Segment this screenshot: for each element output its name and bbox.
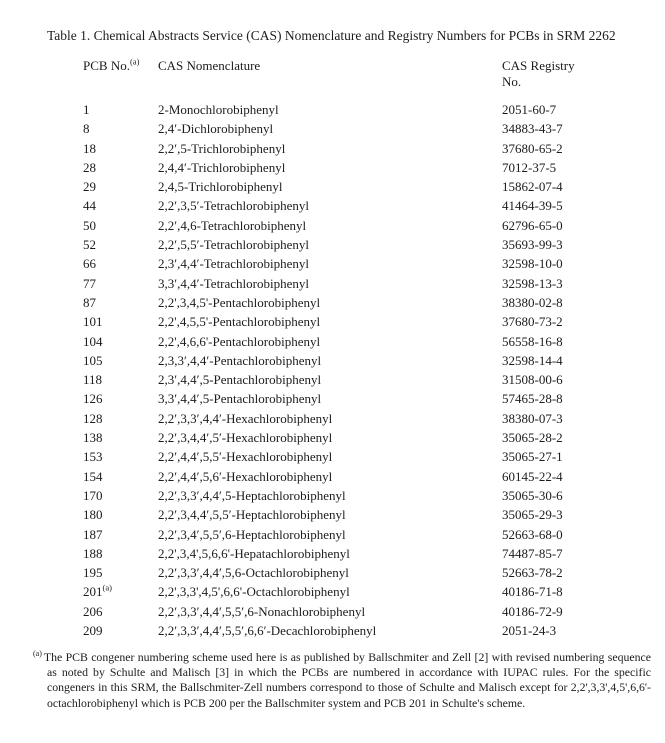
pcb-number-cell: 195 — [83, 565, 103, 581]
header-pcb-no — [83, 58, 158, 100]
pcb-number-cell: 105 — [83, 352, 103, 368]
table-row — [83, 409, 637, 428]
registry-number-cell: 37680-73-2 — [502, 314, 563, 330]
table-row — [83, 216, 637, 235]
cas-name-cell: 2,2′,3,3′,4,4′-Hexachlorobiphenyl — [158, 410, 333, 426]
cas-name-cell: 3,3′,4,4′-Tetrachlorobiphenyl — [158, 275, 309, 291]
registry-number-cell: 62796-65-0 — [502, 217, 563, 233]
pcb-number-cell: 128 — [83, 410, 103, 426]
cas-name-cell: 2,2',3,4,5'-Pentachlorobiphenyl — [158, 294, 321, 310]
pcb-number-cell: 104 — [83, 333, 103, 349]
table-row — [83, 177, 637, 196]
pcb-number-cell: 126 — [83, 391, 103, 407]
table-row — [83, 389, 637, 408]
cas-name-cell: 2,2′,5,5′-Tetrachlorobiphenyl — [158, 237, 309, 253]
table-row — [83, 235, 637, 254]
pcb-number-cell: 201$^{(a)}$ — [83, 583, 112, 600]
table-row — [83, 544, 637, 563]
pcb-number-cell: 52 — [83, 237, 96, 253]
registry-number-cell: 35065-27-1 — [502, 449, 563, 465]
table-row — [83, 602, 637, 621]
table-row — [83, 621, 637, 640]
table-row — [83, 312, 637, 331]
pcb-number-cell: 66 — [83, 256, 96, 272]
table-row — [83, 563, 637, 582]
table-row — [83, 486, 637, 505]
cas-name-cell: 2,2′,3,4,4′,5′-Hexachlorobiphenyl — [158, 430, 333, 446]
table-row — [83, 119, 637, 138]
registry-number-cell: 35065-28-2 — [502, 430, 563, 446]
cas-table-container — [83, 58, 637, 640]
pcb-number-cell: 44 — [83, 198, 96, 214]
registry-number-cell: 2051-60-7 — [502, 102, 557, 117]
registry-number-cell: 74487-85-7 — [502, 545, 563, 561]
registry-number-cell: 56558-16-8 — [502, 333, 563, 349]
cas-name-cell: 2,2′,5-Trichlorobiphenyl — [158, 140, 286, 156]
cas-name-cell: 2,2′,3,3′,4,4′,5,5′,6,6′-Decachlorobiphenyl — [158, 623, 377, 639]
registry-number-cell: 40186-72-9 — [502, 603, 563, 619]
table-body — [83, 100, 637, 640]
footnote — [33, 650, 651, 711]
cas-name-cell: 3,3′,4,4′,5-Pentachlorobiphenyl — [158, 391, 322, 407]
pcb-number-cell: 153 — [83, 449, 103, 465]
cas-name-cell: 2,2′,4,4′,5,5′-Hexachlorobiphenyl — [158, 449, 333, 465]
table-row — [83, 196, 637, 215]
footnote-text: The PCB congener numbering scheme used here is as published by Ballschmiter and Zell [2] with revised numbering sequence as noted by Schulte and Malisch [3] in which the PCBs are numbered in accordance with IUPAC rules. For the specific congeners in this SRM, the Ballschmiter-Zell numbers correspond to those of Schulte and Malisch except for 2,2',3,3',4,5',6,6'-octachlorobiphenyl which is PCB 200 per the Ballschmiter system and PCB 201 in Schulte's scheme. — [43, 650, 651, 710]
pcb-number-cell: 50 — [83, 217, 96, 233]
pcb-number-cell: 154 — [83, 468, 103, 484]
pcb-number-cell: 8 — [83, 121, 90, 137]
cas-name-cell: 2,3,3′,4,4′-Pentachlorobiphenyl — [158, 352, 322, 368]
registry-number-cell: 35693-99-3 — [502, 237, 563, 253]
cas-name-cell: 2,2′,3,3′,4,4′,5-Heptachlorobiphenyl — [158, 487, 346, 503]
table-row — [83, 447, 637, 466]
table-row — [83, 254, 637, 273]
row-footnote-marker: (a) — [102, 583, 112, 594]
cas-name-cell: 2,2',3,4',5,6,6'-Hepatachlorobiphenyl — [158, 545, 350, 561]
cas-name-cell: 2-Monochlorobiphenyl — [158, 102, 279, 117]
table-row — [83, 525, 637, 544]
registry-number-cell: 32598-10-0 — [502, 256, 563, 272]
registry-number-cell: 37680-65-2 — [502, 140, 563, 156]
registry-number-cell: 34883-43-7 — [502, 121, 563, 137]
cas-table — [83, 58, 637, 640]
cas-name-cell: 2,2′,4,4′,5,6′-Hexachlorobiphenyl — [158, 468, 333, 484]
registry-number-cell: 35065-29-3 — [502, 507, 563, 523]
table-row — [83, 139, 637, 158]
cas-name-cell: 2,3′,4,4′-Tetrachlorobiphenyl — [158, 256, 309, 272]
registry-number-cell: 57465-28-8 — [502, 391, 563, 407]
footnote-marker: (a) — [33, 649, 42, 659]
table-row — [83, 428, 637, 447]
registry-number-cell: 52663-68-0 — [502, 526, 563, 542]
cas-name-cell: 2,3′,4,4′,5-Pentachlorobiphenyl — [158, 372, 322, 388]
registry-number-cell: 41464-39-5 — [502, 198, 563, 214]
table-row — [83, 370, 637, 389]
header-footnote-marker: (a) — [129, 56, 140, 67]
cas-name-cell: 2,2′,3,5′-Tetrachlorobiphenyl — [158, 198, 309, 214]
pcb-number-cell: 188 — [83, 545, 103, 561]
cas-name-cell: 2,2′,3,4′,5,5′,6-Heptachlorobiphenyl — [158, 526, 346, 542]
header-cas-registry-line1: CAS Registry — [502, 58, 575, 73]
registry-number-cell: 7012-37-5 — [502, 159, 557, 175]
pcb-number-cell: 187 — [83, 526, 103, 542]
header-cas-nomenclature-label: CAS Nomenclature — [158, 58, 261, 73]
pcb-number-cell: 29 — [83, 179, 96, 195]
table-row — [83, 100, 637, 119]
header-cas-nomenclature — [158, 58, 502, 100]
registry-number-cell: 2051-24-3 — [502, 623, 557, 639]
table-row — [83, 293, 637, 312]
pcb-number-cell: 18 — [83, 140, 96, 156]
cas-name-cell: 2,2′,3,3′,4,4′,5,5′,6-Nonachlorobiphenyl — [158, 603, 366, 619]
pcb-number-cell: 28 — [83, 159, 96, 175]
registry-number-cell: 35065-30-6 — [502, 487, 563, 503]
registry-number-cell: 32598-13-3 — [502, 275, 563, 291]
cas-name-cell: 2,2',4,6,6'-Pentachlorobiphenyl — [158, 333, 321, 349]
registry-number-cell: 60145-22-4 — [502, 468, 563, 484]
pcb-number-cell: 87 — [83, 294, 96, 310]
header-cas-registry-line2: No. — [502, 73, 522, 89]
table-row — [83, 351, 637, 370]
pcb-number-cell: 1 — [83, 102, 90, 117]
cas-name-cell: 2,2′,3,3′,4,4′,5,6-Octachlorobiphenyl — [158, 565, 349, 581]
pcb-number-cell: 118 — [83, 372, 103, 388]
cas-name-cell: 2,4,4′-Trichlorobiphenyl — [158, 159, 286, 175]
table-row — [83, 582, 637, 601]
pcb-number-cell: 209 — [83, 623, 103, 639]
pcb-number-cell: 101 — [83, 314, 103, 330]
cas-name-cell: 2,2′,4,6-Tetrachlorobiphenyl — [158, 217, 307, 233]
registry-number-cell: 52663-78-2 — [502, 565, 563, 581]
registry-number-cell: 38380-02-8 — [502, 294, 563, 310]
cas-name-cell: 2,4,5-Trichlorobiphenyl — [158, 179, 283, 195]
table-row — [83, 274, 637, 293]
header-cas-registry — [502, 58, 637, 100]
pcb-number-cell: 138 — [83, 430, 103, 446]
table-row — [83, 158, 637, 177]
table-row — [83, 505, 637, 524]
pcb-number-cell: 170 — [83, 487, 103, 503]
registry-number-cell: 32598-14-4 — [502, 352, 563, 368]
cas-name-cell: 2,2′,3,4,4′,5,5′-Heptachlorobiphenyl — [158, 507, 346, 523]
cas-name-cell: 2,4′-Dichlorobiphenyl — [158, 121, 274, 137]
pcb-number-cell: 206 — [83, 603, 103, 619]
cas-name-cell: 2,2',3,3',4,5',6,6'-Octachlorobiphenyl — [158, 584, 350, 600]
pcb-number-cell: 77 — [83, 275, 96, 291]
cas-name-cell: 2,2',4,5,5'-Pentachlorobiphenyl — [158, 314, 321, 330]
table-row — [83, 467, 637, 486]
header-pcb-no-label: PCB No. — [83, 58, 130, 73]
pcb-number-cell: 180 — [83, 507, 103, 523]
registry-number-cell: 40186-71-8 — [502, 584, 563, 600]
registry-number-cell: 15862-07-4 — [502, 179, 563, 195]
table-title: Table 1. Chemical Abstracts Service (CAS) Nomenclature and Registry Numbers for PCBs in SRM 2262 — [47, 28, 616, 43]
registry-number-cell: 31508-00-6 — [502, 372, 563, 388]
registry-number-cell: 38380-07-3 — [502, 410, 563, 426]
header-row — [83, 58, 637, 100]
table-row — [83, 332, 637, 351]
